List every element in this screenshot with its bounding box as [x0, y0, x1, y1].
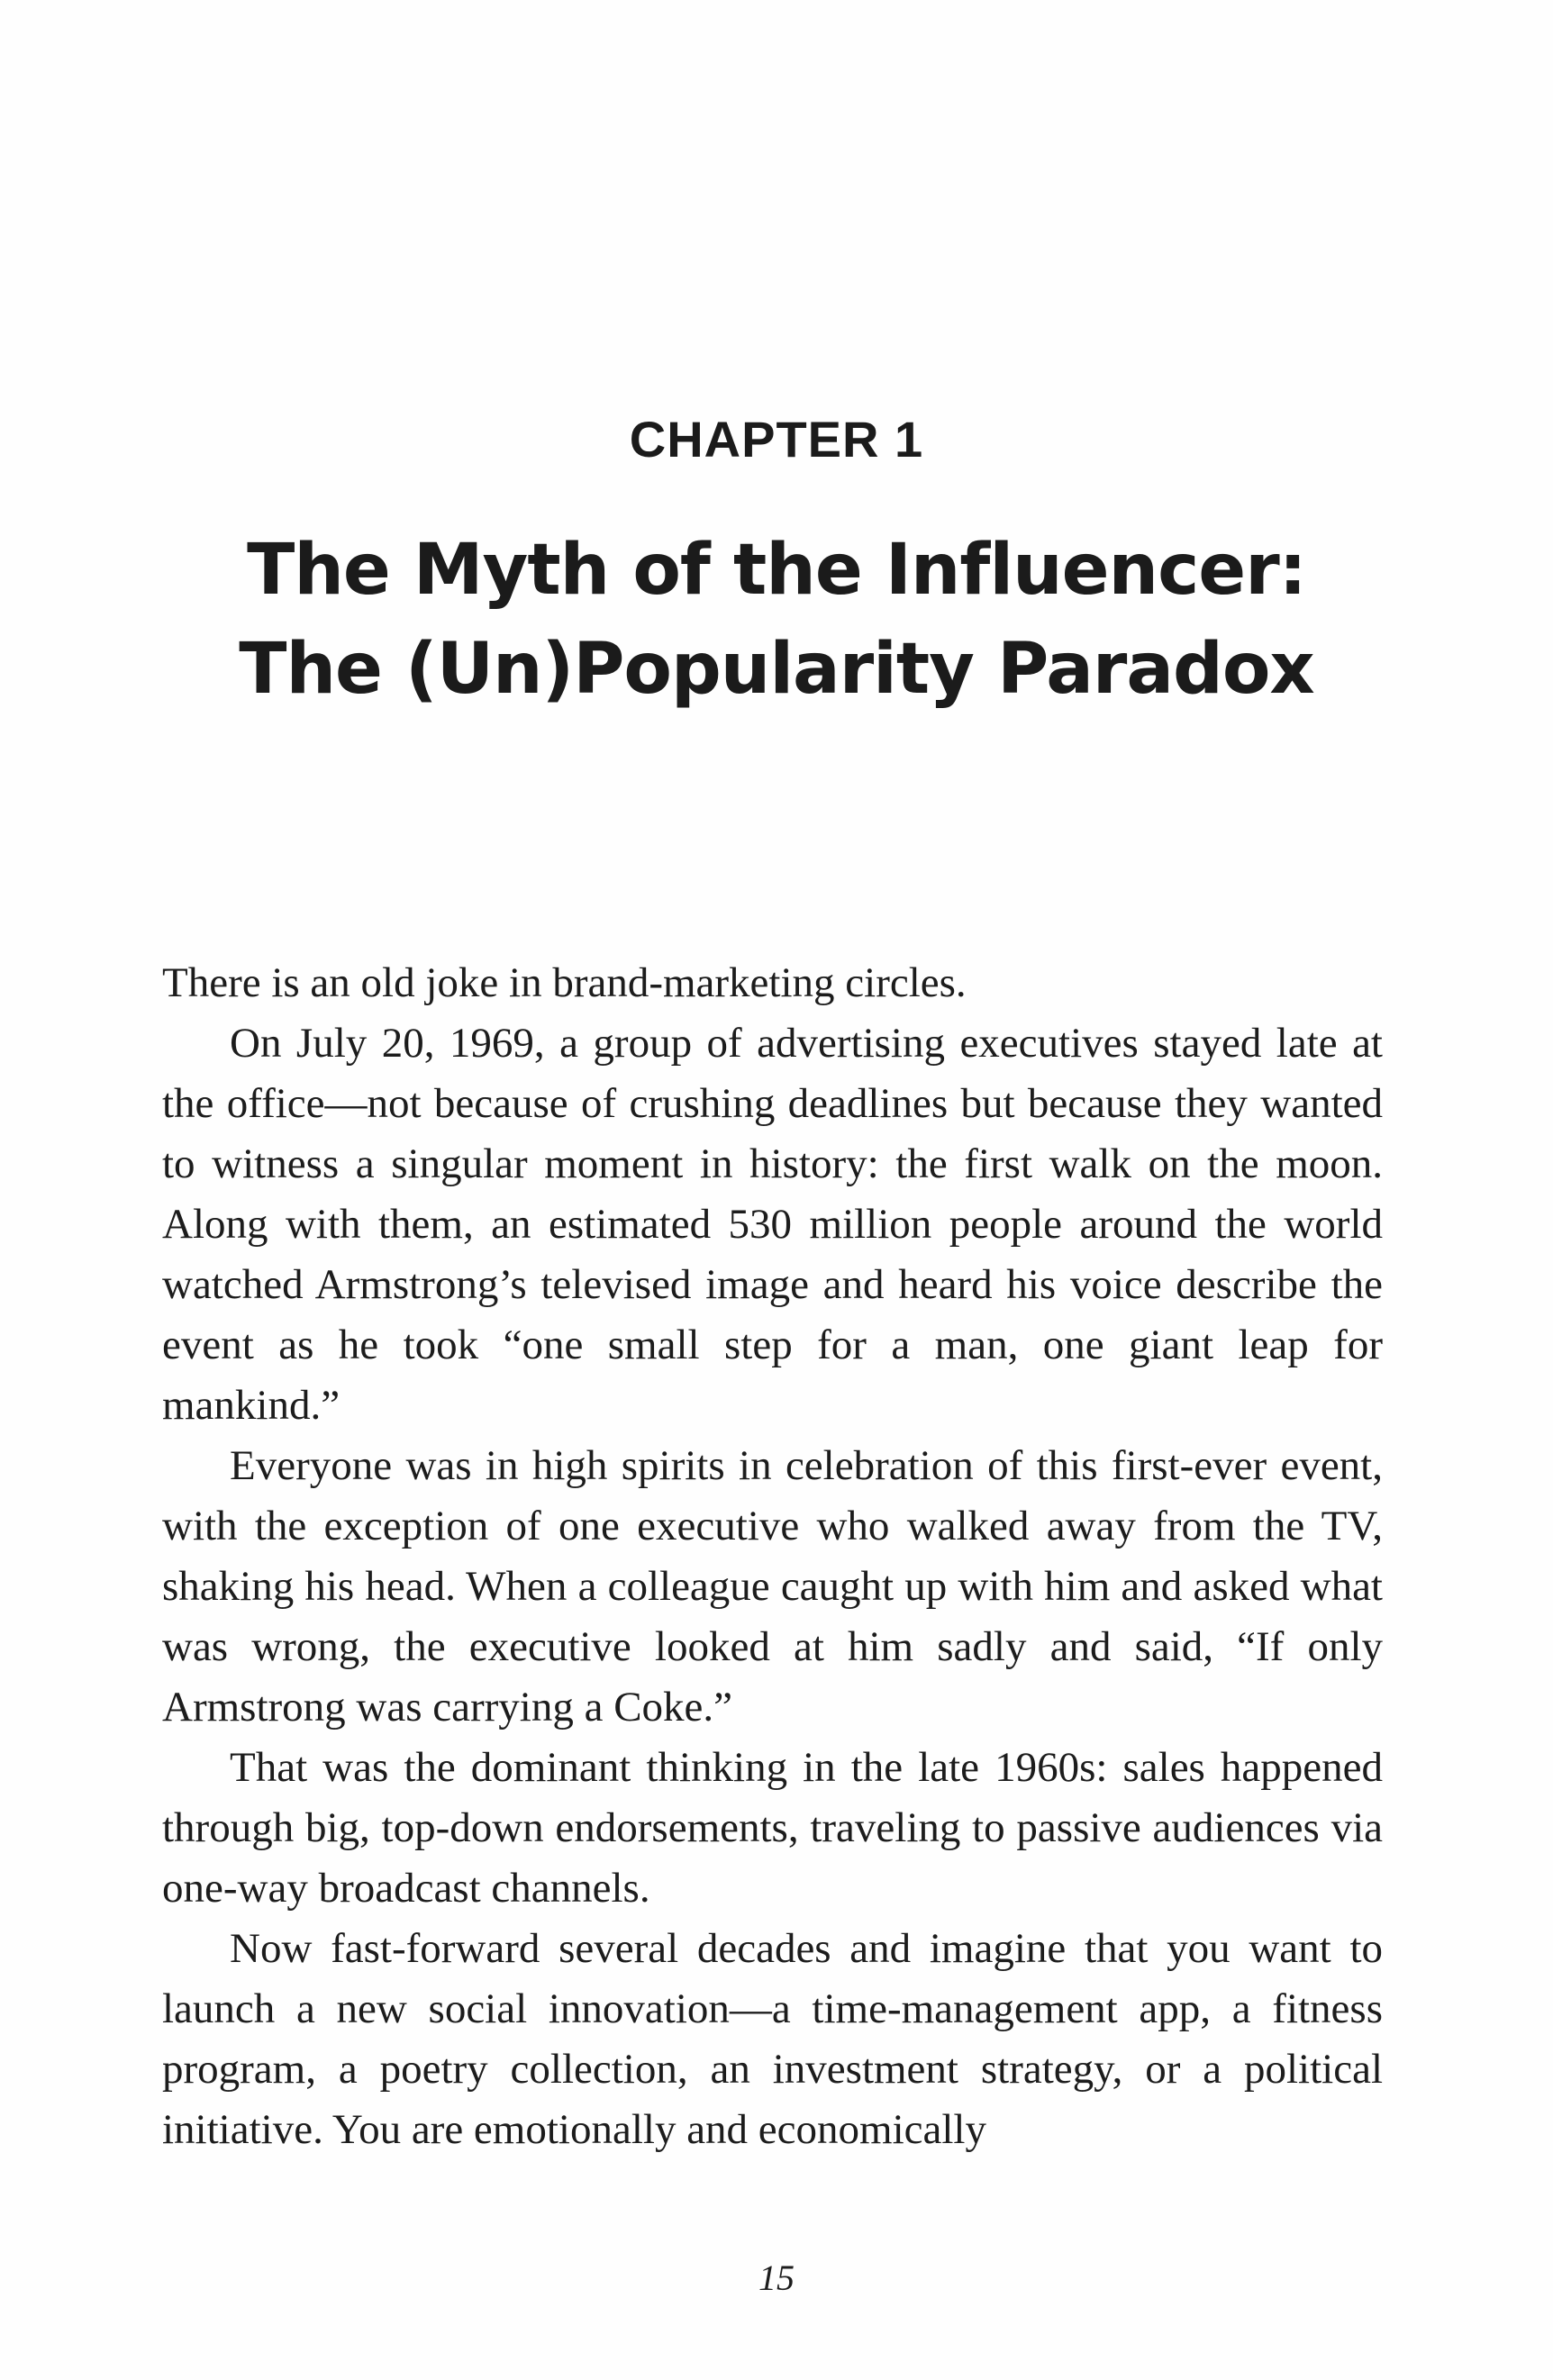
paragraph-1: There is an old joke in brand-marketing circles. — [162, 959, 967, 1006]
chapter-title-line-2: The (Un)Popularity Paradox — [239, 629, 1314, 710]
paragraph-3: Everyone was in high spirits in celebration of this first-ever event, with the exception of one executive who walked away from the TV, shaking his head. When a colleague caught up with him and asked what was wrong, the executive looked at him sadly and said, “If only Armstrong was carrying a Coke.” — [162, 1442, 1383, 1730]
chapter-title — [0, 521, 1553, 719]
page-number: 15 — [758, 2257, 795, 2298]
paragraph-2: On July 20, 1969, a group of advertising executives stayed late at the office—not because of crushing deadlines but because they wanted to witness a singular moment in history: the first walk on the moon. Along with them, an estimated 530 million people around the world watched Armstrong’s televised image and heard his voice describe the event as he took “one small step for a man, one giant leap for mankind.” — [162, 1020, 1383, 1429]
body-text — [162, 953, 1383, 2160]
chapter-label: CHAPTER 1 — [629, 411, 924, 468]
chapter-title-line-1: The Myth of the Influencer: — [247, 530, 1306, 611]
paragraph-4: That was the dominant thinking in the late 1960s: sales happened through big, top-down endorsements, traveling to passive audiences via one-way broadcast channels. — [162, 1744, 1383, 1912]
paragraph-5: Now fast-forward several decades and imagine that you want to launch a new social innovation—a time-management app, a fitness program, a poetry collection, an investment strategy, or a political initiative. You are emotionally and economically — [162, 1925, 1383, 2153]
